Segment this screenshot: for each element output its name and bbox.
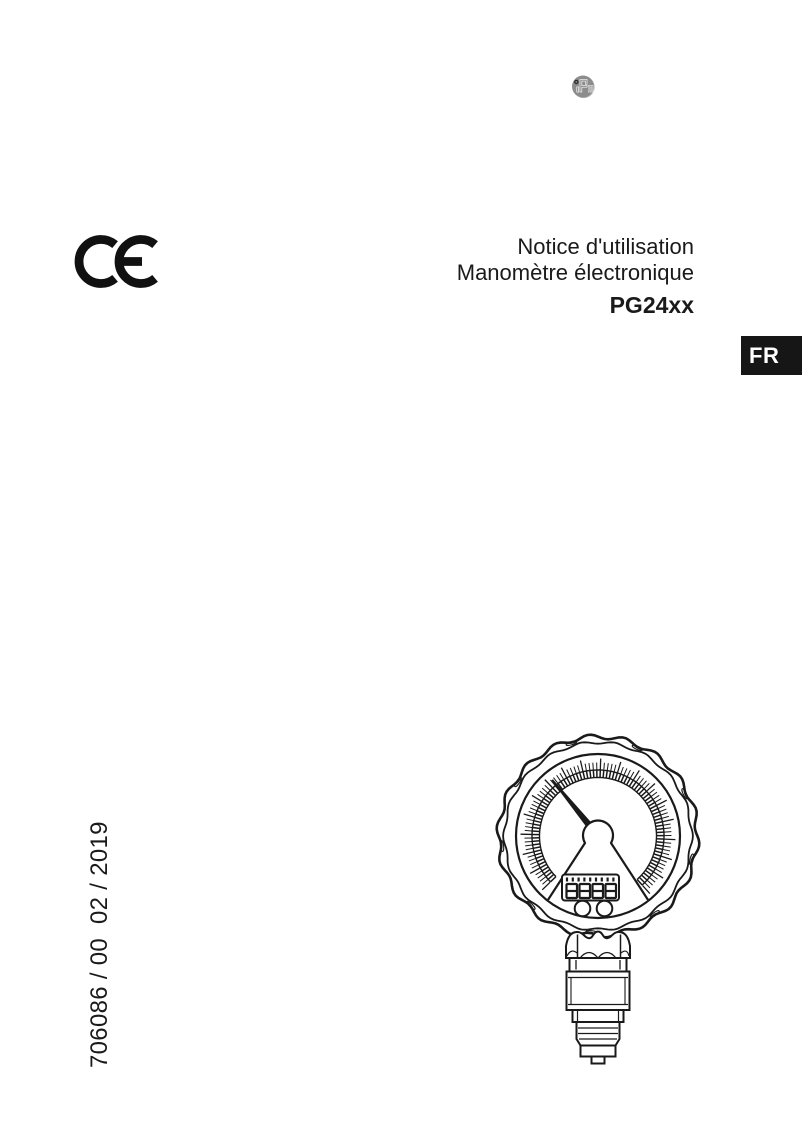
ce-mark-icon	[68, 228, 160, 298]
ifm-logo	[570, 21, 706, 157]
pressure-gauge-illustration	[478, 722, 722, 1070]
gauge-buttons	[575, 901, 613, 917]
ce-letter-c	[79, 240, 115, 284]
language-badge: FR	[741, 336, 802, 375]
gauge-button-right	[597, 901, 613, 917]
doc-number: 706086 / 00 02 / 2019	[86, 821, 113, 1068]
gauge-needle	[552, 779, 593, 828]
connection-tip-step	[581, 1046, 616, 1057]
title-line-1: Notice d'utilisation	[517, 234, 694, 259]
connection-collar	[570, 958, 627, 972]
connection-step	[573, 1010, 624, 1022]
title-line-2: Manomètre électronique	[456, 260, 694, 285]
gauge-button-left	[575, 901, 591, 917]
process-connection	[566, 932, 630, 1064]
product-name: PG24xx	[609, 292, 694, 318]
lcd-display	[562, 875, 619, 901]
title-block	[457, 234, 694, 319]
connection-tip	[592, 1057, 605, 1064]
